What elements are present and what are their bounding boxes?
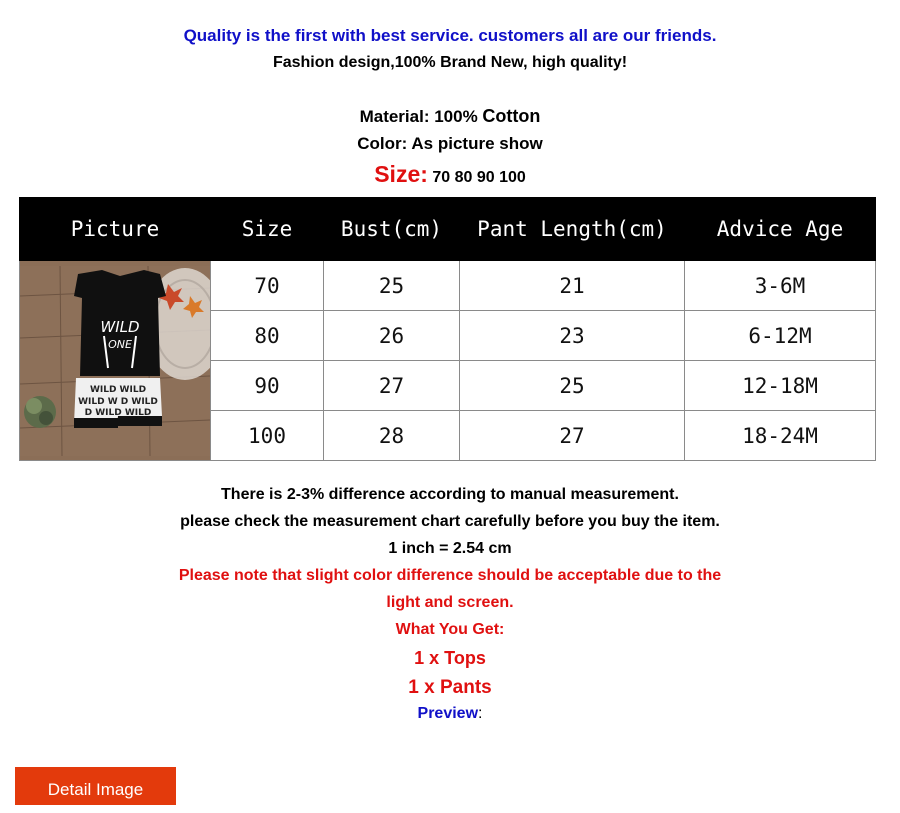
what-you-get-heading: What You Get: bbox=[395, 621, 505, 638]
preview-label: Preview bbox=[417, 705, 479, 722]
size-chart-table bbox=[19, 197, 876, 461]
header-bust: Bust(cm) bbox=[324, 198, 460, 261]
pants-print-2: WILD W D WILD bbox=[78, 396, 158, 407]
preview-colon: : bbox=[478, 705, 483, 722]
color-difference-note: Please note that slight color difference should be acceptable due to the bbox=[178, 567, 722, 584]
cell-pant-length: 27 bbox=[460, 411, 685, 461]
quality-slogan: Quality is the first with best service. customers all are our friends. bbox=[183, 26, 717, 45]
product-picture bbox=[20, 261, 211, 461]
tee-print-one: ONE bbox=[108, 337, 132, 351]
detail-image-button[interactable]: Detail Image bbox=[15, 767, 176, 805]
size-values: 70 80 90 100 bbox=[427, 169, 526, 186]
cell-size: 100 bbox=[211, 411, 324, 461]
cell-advice-age: 6-12M bbox=[685, 311, 876, 361]
cell-advice-age: 18-24M bbox=[685, 411, 876, 461]
measurement-note: There is 2-3% difference according to manual measurement. bbox=[221, 486, 679, 503]
material-label: Material: 100% bbox=[359, 107, 483, 126]
tee-print-wild: WILD bbox=[100, 317, 140, 336]
cell-advice-age: 12-18M bbox=[685, 361, 876, 411]
package-item-pants: 1 x Pants bbox=[408, 677, 492, 698]
cell-pant-length: 23 bbox=[460, 311, 685, 361]
cell-bust: 27 bbox=[324, 361, 460, 411]
pants-print-3: D WILD WILD bbox=[84, 407, 152, 418]
size-line bbox=[0, 161, 900, 188]
cell-bust: 26 bbox=[324, 311, 460, 361]
cell-pant-length: 21 bbox=[460, 261, 685, 311]
cell-bust: 28 bbox=[324, 411, 460, 461]
cell-size: 70 bbox=[211, 261, 324, 311]
preview-line bbox=[0, 705, 900, 723]
size-label: Size: bbox=[374, 161, 428, 187]
header-pant-length: Pant Length(cm) bbox=[460, 198, 685, 261]
cell-bust: 25 bbox=[324, 261, 460, 311]
cell-advice-age: 3-6M bbox=[685, 261, 876, 311]
table-row bbox=[20, 261, 876, 311]
check-chart-note: please check the measurement chart carefully before you buy the item. bbox=[180, 513, 720, 530]
header-size: Size bbox=[211, 198, 324, 261]
cell-size: 80 bbox=[211, 311, 324, 361]
cell-pant-length: 25 bbox=[460, 361, 685, 411]
material-line bbox=[0, 106, 900, 127]
header-picture: Picture bbox=[20, 198, 211, 261]
table-header-row bbox=[20, 198, 876, 261]
cell-size: 90 bbox=[211, 361, 324, 411]
pants-print-1: WILD WILD bbox=[89, 384, 147, 395]
header-advice-age: Advice Age bbox=[685, 198, 876, 261]
color-difference-note-cont: light and screen. bbox=[386, 594, 514, 611]
material-value: Cotton bbox=[482, 106, 541, 126]
inch-conversion: 1 inch = 2.54 cm bbox=[388, 540, 512, 557]
package-item-tops: 1 x Tops bbox=[414, 648, 486, 668]
fashion-tagline: Fashion design,100% Brand New, high quality! bbox=[272, 54, 628, 71]
color-line: Color: As picture show bbox=[357, 134, 543, 153]
